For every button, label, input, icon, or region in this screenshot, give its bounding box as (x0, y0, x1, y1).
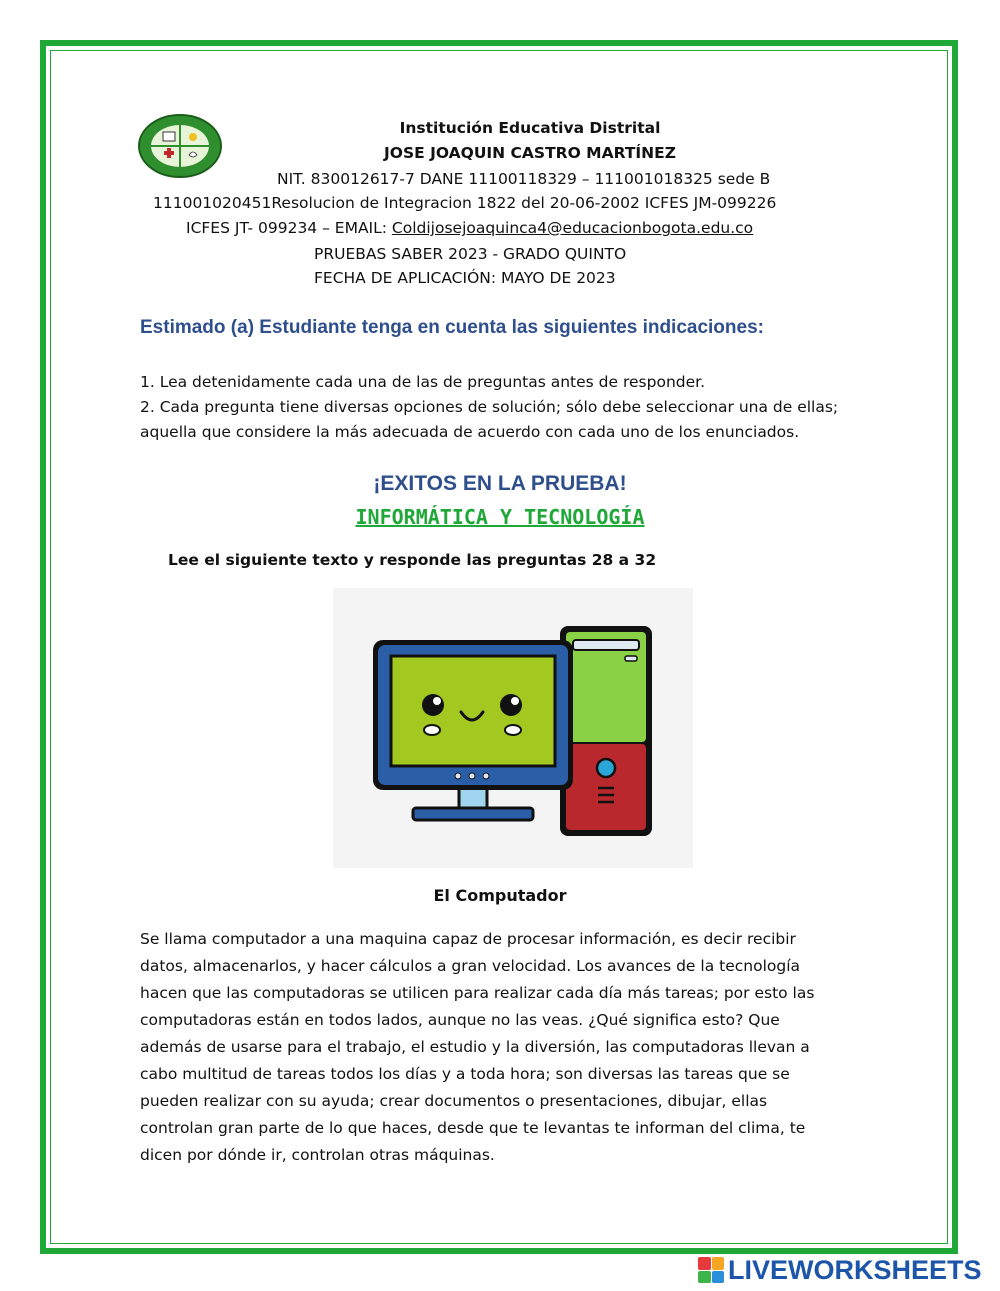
article-line: Se llama computador a una maquina capaz de procesar información, es decir recibir (140, 930, 796, 948)
header-icfes-label: ICFES JT- 099234 – EMAIL: (186, 219, 392, 237)
liveworksheets-logo-icon (698, 1257, 724, 1283)
article-line: además de usarse para el trabajo, el estudio y la diversión, las computadoras llevan a (140, 1038, 810, 1056)
liveworksheets-wordmark: LIVEWORKSHEETS (728, 1254, 982, 1285)
header-email-line (186, 216, 753, 240)
article-line: pueden realizar con su ayuda; crear documentos o presentaciones, dibujar, ellas (140, 1092, 768, 1110)
header-test-name: PRUEBAS SABER 2023 - GRADO QUINTO (314, 245, 627, 263)
computer-illustration (333, 588, 693, 868)
instructions-list (140, 370, 860, 445)
header-application-date: FECHA DE APLICACIÓN: MAYO DE 2023 (314, 269, 616, 287)
article-line: cabo multitud de tareas todos los días y a toda hora; son diversas las tareas que se (140, 1065, 790, 1083)
instruction-item-2: 2. Cada pregunta tiene diversas opciones de solución; sólo debe seleccionar una de ellas; aquella que considere la más adecuada de acuerdo con cada uno de los enunciados. (140, 398, 839, 441)
article-line: hacen que las computadoras se utilicen para realizar cada día más tareas; por esto las (140, 984, 815, 1002)
header-school-name: JOSE JOAQUIN CASTRO MARTÍNEZ (384, 144, 676, 162)
article-title: El Computador (433, 886, 567, 905)
article-body (140, 926, 870, 1169)
reading-prompt: Lee el siguiente texto y responde las preguntas 28 a 32 (168, 551, 657, 569)
subject-title: INFORMÁTICA Y TECNOLOGÍA (355, 505, 645, 529)
success-banner: ¡EXITOS EN LA PRUEBA! (373, 472, 627, 495)
instructions-heading: Estimado (a) Estudiante tenga en cuenta las siguientes indicaciones: (140, 317, 764, 338)
article-line: controlan gran parte de lo que haces, desde que te levantas te informan del clima, te (140, 1119, 806, 1137)
instruction-item-1: 1. Lea detenidamente cada una de las de preguntas antes de responder. (140, 373, 706, 391)
email-link[interactable]: Coldijosejoaquinca4@educacionbogota.edu.co (391, 219, 754, 237)
header-nit-dane: NIT. 830012617-7 DANE 11100118329 – 111001018325 sede B (277, 170, 771, 188)
article-line: computadoras están en todos lados, aunque no las veas. ¿Qué significa esto? Que (140, 1011, 780, 1029)
article-line: datos, almacenarlos, y hacer cálculos a gran velocidad. Los avances de la tecnología (140, 957, 800, 975)
header-resolution: 111001020451Resolucion de Integracion 1822 del 20-06-2002 ICFES JM-099226 (153, 194, 777, 212)
article-line: dicen por dónde ir, controlan otras máquinas. (140, 1146, 495, 1164)
liveworksheets-watermark (698, 1255, 982, 1285)
header-institution: Institución Educativa Distrital (399, 119, 661, 137)
